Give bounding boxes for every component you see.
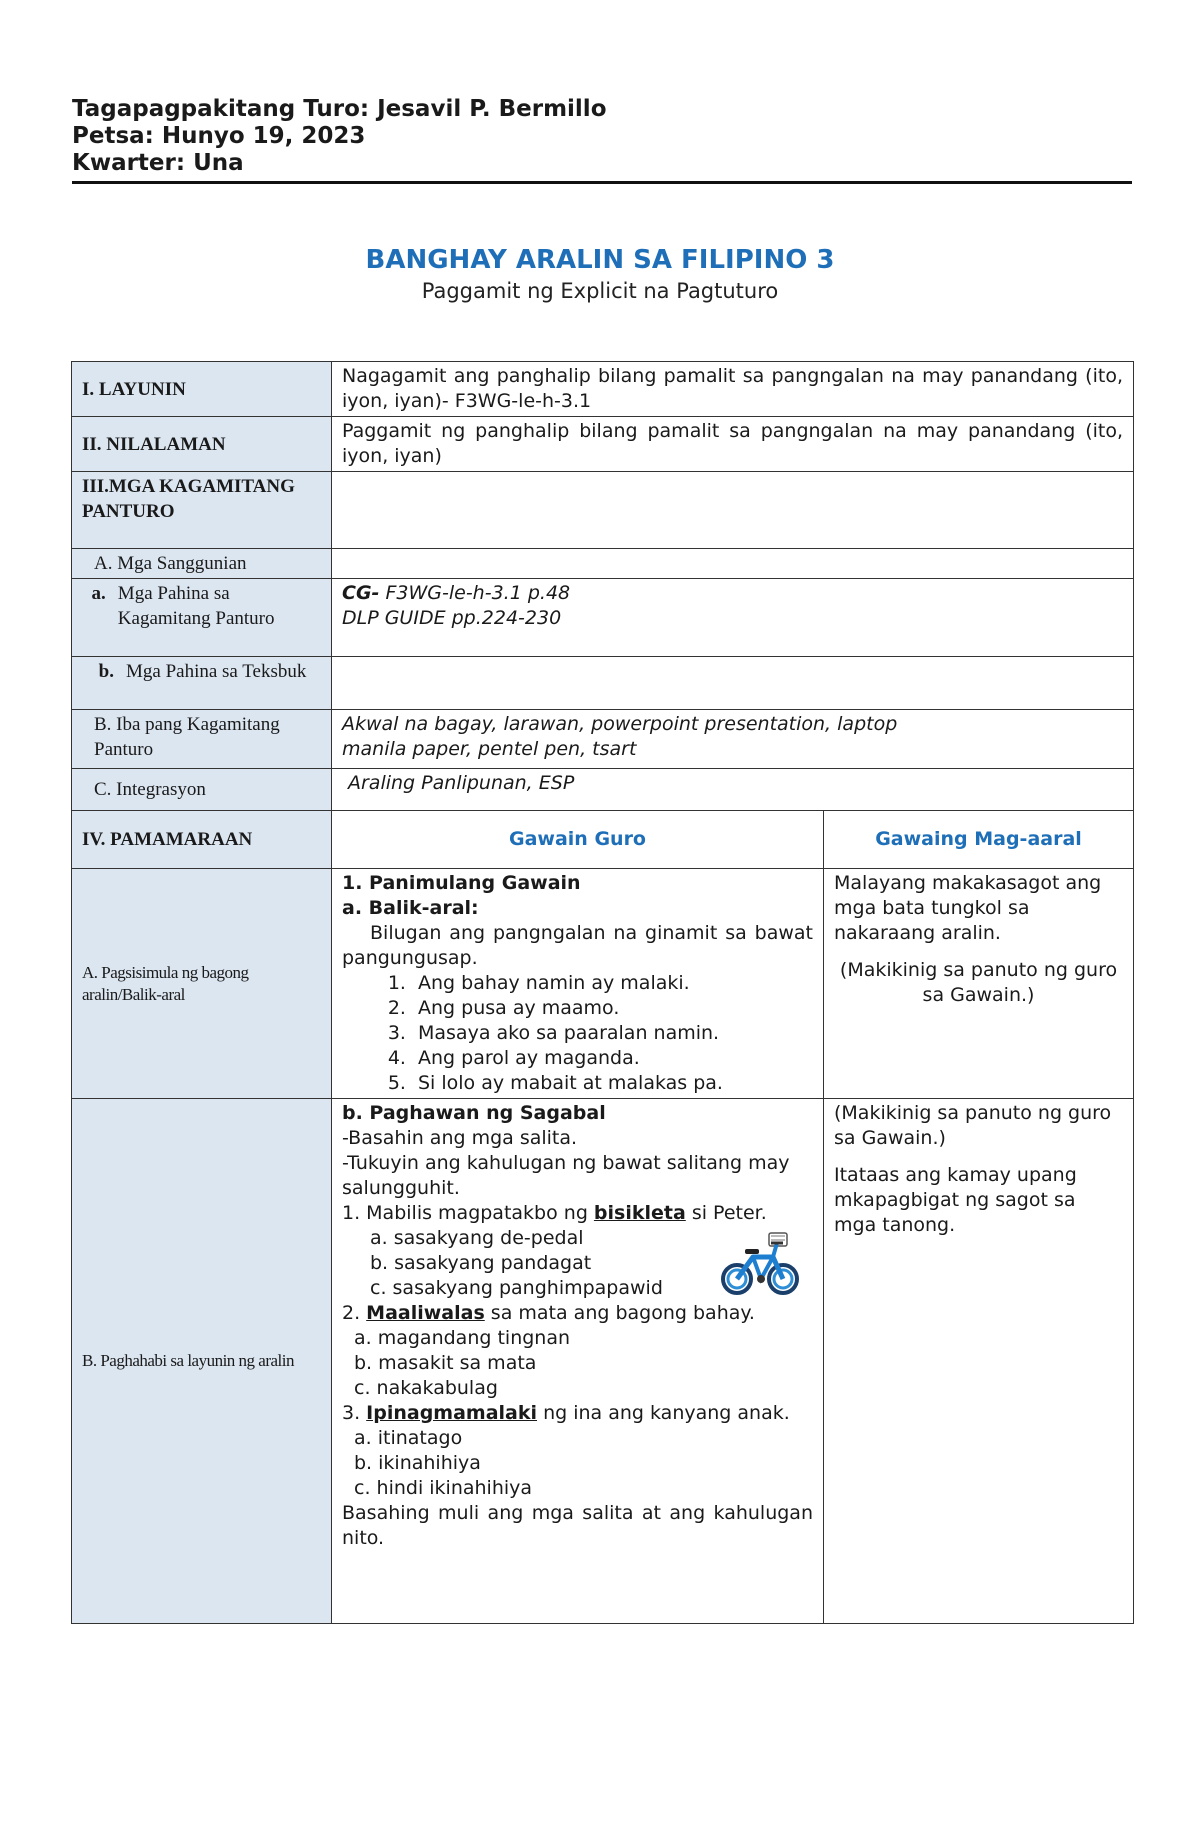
balik-aral-heading: a. Balik-aral: — [342, 897, 479, 919]
question-3-keyword: Ipinagmamalaki — [366, 1402, 538, 1424]
text-iba-pang — [332, 710, 1134, 769]
row-iba-pang — [72, 710, 1134, 769]
student-response-b1: (Makikinig sa panuto ng guro sa Gawain.) — [834, 1102, 1112, 1149]
row-pahina-teksbuk — [72, 657, 1134, 710]
balik-aral-list — [342, 971, 813, 1096]
label-kagamitan: III.MGA KAGAMITANG PANTURO — [72, 472, 332, 549]
iba-pang-line-2: manila paper, pentel pen, tsart — [342, 738, 637, 760]
label-pamamaraan: IV. PAMAMARAAN — [72, 811, 332, 869]
list-item: 5. Si lolo ay mabait at malakas pa. — [412, 1071, 813, 1096]
guro-section-a — [332, 869, 824, 1099]
label-pahina-kagamitan-text: Mga Pahina sa Kagamitang Panturo — [117, 583, 275, 629]
text-integrasyon: Araling Panlipunan, ESP — [332, 769, 1134, 811]
document-subtitle: Paggamit ng Explicit na Pagtuturo — [421, 279, 779, 303]
label-integrasyon: C. Integrasyon — [72, 769, 332, 811]
magaaral-section-a — [824, 869, 1134, 1099]
question-1 — [342, 1201, 813, 1226]
question-1-keyword: bisikleta — [593, 1202, 686, 1224]
text-layunin: Nagagamit ang panghalip bilang pamalit sa pangngalan na may panandang (ito, iyon, iyan)- F3WG-le-h-3.1 — [332, 362, 1134, 417]
list-item: 1. Ang bahay namin ay malaki. — [412, 971, 813, 996]
guro-section-b — [332, 1099, 824, 1624]
col-header-magaaral: Gawaing Mag-aaral — [824, 811, 1134, 869]
row-sanggunian — [72, 549, 1134, 579]
balik-aral-instruction: Bilugan ang pangngalan na ginamit sa bawat pangungusap. — [342, 922, 813, 969]
label-pahina-teksbuk-text: Mga Pahina sa Teksbuk — [126, 661, 307, 682]
row-nilalaman — [72, 417, 1134, 472]
paghawan-line-1: -Basahin ang mga salita. — [342, 1127, 578, 1149]
question-3-suffix: ng ina ang kanyang anak. — [537, 1402, 790, 1424]
student-response-b2: Itataas ang kamay upang mkapagbigat ng sagot sa mga tanong. — [834, 1164, 1077, 1236]
list-item: 4. Ang parol ay maganda. — [412, 1046, 813, 1071]
text-pahina-kagamitan — [332, 579, 1134, 657]
row-section-a — [72, 869, 1134, 1099]
text-nilalaman: Paggamit ng panghalip bilang pamalit sa pangngalan na may panandang (ito, iyon, iyan) — [332, 417, 1134, 472]
choice-item: a. magandang tingnan — [354, 1327, 571, 1349]
row-layunin — [72, 362, 1134, 417]
marker-b: b. — [98, 661, 114, 682]
question-3-prefix: 3. — [342, 1402, 367, 1424]
closing-instruction: Basahing muli ang mga salita at ang kahulugan nito. — [342, 1502, 813, 1549]
dlp-guide: DLP GUIDE pp.224-230 — [342, 607, 562, 629]
choice-item: a. sasakyang de-pedal — [370, 1227, 584, 1249]
paghawan-line-2: -Tukuyin ang kahulugan ng bawat salitang may salungguhit. — [342, 1152, 790, 1199]
document-title: BANGHAY ARALIN SA FILIPINO 3 — [365, 245, 835, 275]
panimulang-gawain-heading: 1. Panimulang Gawain — [342, 872, 581, 894]
text-sanggunian — [332, 549, 1134, 579]
label-nilalaman: II. NILALAMAN — [72, 417, 332, 472]
text-kagamitan — [332, 472, 1134, 549]
paghawan-heading: b. Paghawan ng Sagabal — [342, 1102, 606, 1124]
row-integrasyon — [72, 769, 1134, 811]
row-pamamaraan-header — [72, 811, 1134, 869]
label-section-a: A. Pagsisimula ng bagong aralin/Balik-aral — [72, 869, 332, 1099]
label-section-b: B. Paghahabi sa layunin ng aralin — [72, 1099, 332, 1624]
text-pahina-teksbuk — [332, 657, 1134, 710]
label-pahina-kagamitan — [72, 579, 332, 657]
question-3 — [342, 1401, 813, 1426]
choice-item: a. itinatago — [354, 1427, 463, 1449]
question-2 — [342, 1301, 813, 1326]
question-2-suffix: sa mata ang bagong bahay. — [484, 1302, 755, 1324]
row-kagamitan — [72, 472, 1134, 549]
choice-item: c. hindi ikinahihiya — [354, 1477, 533, 1499]
question-2-keyword: Maaliwalas — [366, 1302, 485, 1324]
label-pahina-teksbuk — [72, 657, 332, 710]
choice-item: c. nakakabulag — [354, 1377, 498, 1399]
header-divider — [72, 181, 1132, 184]
quarter: Kwarter: Una — [72, 150, 244, 176]
label-sanggunian: A. Mga Sanggunian — [72, 549, 332, 579]
iba-pang-line-1: Akwal na bagay, larawan, powerpoint presentation, laptop — [342, 713, 898, 735]
question-2-prefix: 2. — [342, 1302, 367, 1324]
student-response-a1: Malayang makakasagot ang mga bata tungkol sa nakaraang aralin. — [834, 872, 1102, 944]
choice-item: b. masakit sa mata — [354, 1352, 537, 1374]
row-section-b — [72, 1099, 1134, 1624]
col-header-guro: Gawain Guro — [332, 811, 824, 869]
choice-item: b. ikinahihiya — [354, 1452, 481, 1474]
student-response-a2: (Makikinig sa panuto ng guro sa Gawain.) — [839, 959, 1118, 1006]
question-1-suffix: si Peter. — [685, 1202, 767, 1224]
cg-prefix: CG- — [342, 582, 380, 604]
label-layunin: I. LAYUNIN — [72, 362, 332, 417]
question-1-prefix: 1. Mabilis magpatakbo ng — [342, 1202, 594, 1224]
row-pahina-kagamitan — [72, 579, 1134, 657]
choice-item: c. sasakyang panghimpapawid — [370, 1277, 663, 1299]
label-iba-pang: B. Iba pang Kagamitang Panturo — [72, 710, 332, 769]
bicycle-icon — [721, 1227, 799, 1299]
cg-code: F3WG-le-h-3.1 p.48 — [379, 582, 571, 604]
lesson-date: Petsa: Hunyo 19, 2023 — [72, 123, 366, 149]
document-header — [72, 96, 1132, 177]
list-item: 2. Ang pusa ay maamo. — [412, 996, 813, 1021]
list-item: 3. Masaya ako sa paaralan namin. — [412, 1021, 813, 1046]
magaaral-section-b — [824, 1099, 1134, 1624]
marker-a: a. — [91, 583, 106, 604]
choice-item: b. sasakyang pandagat — [370, 1252, 592, 1274]
teacher-name: Tagapagpakitang Turo: Jesavil P. Bermillo — [72, 96, 607, 122]
lesson-plan-table — [71, 361, 1134, 1624]
